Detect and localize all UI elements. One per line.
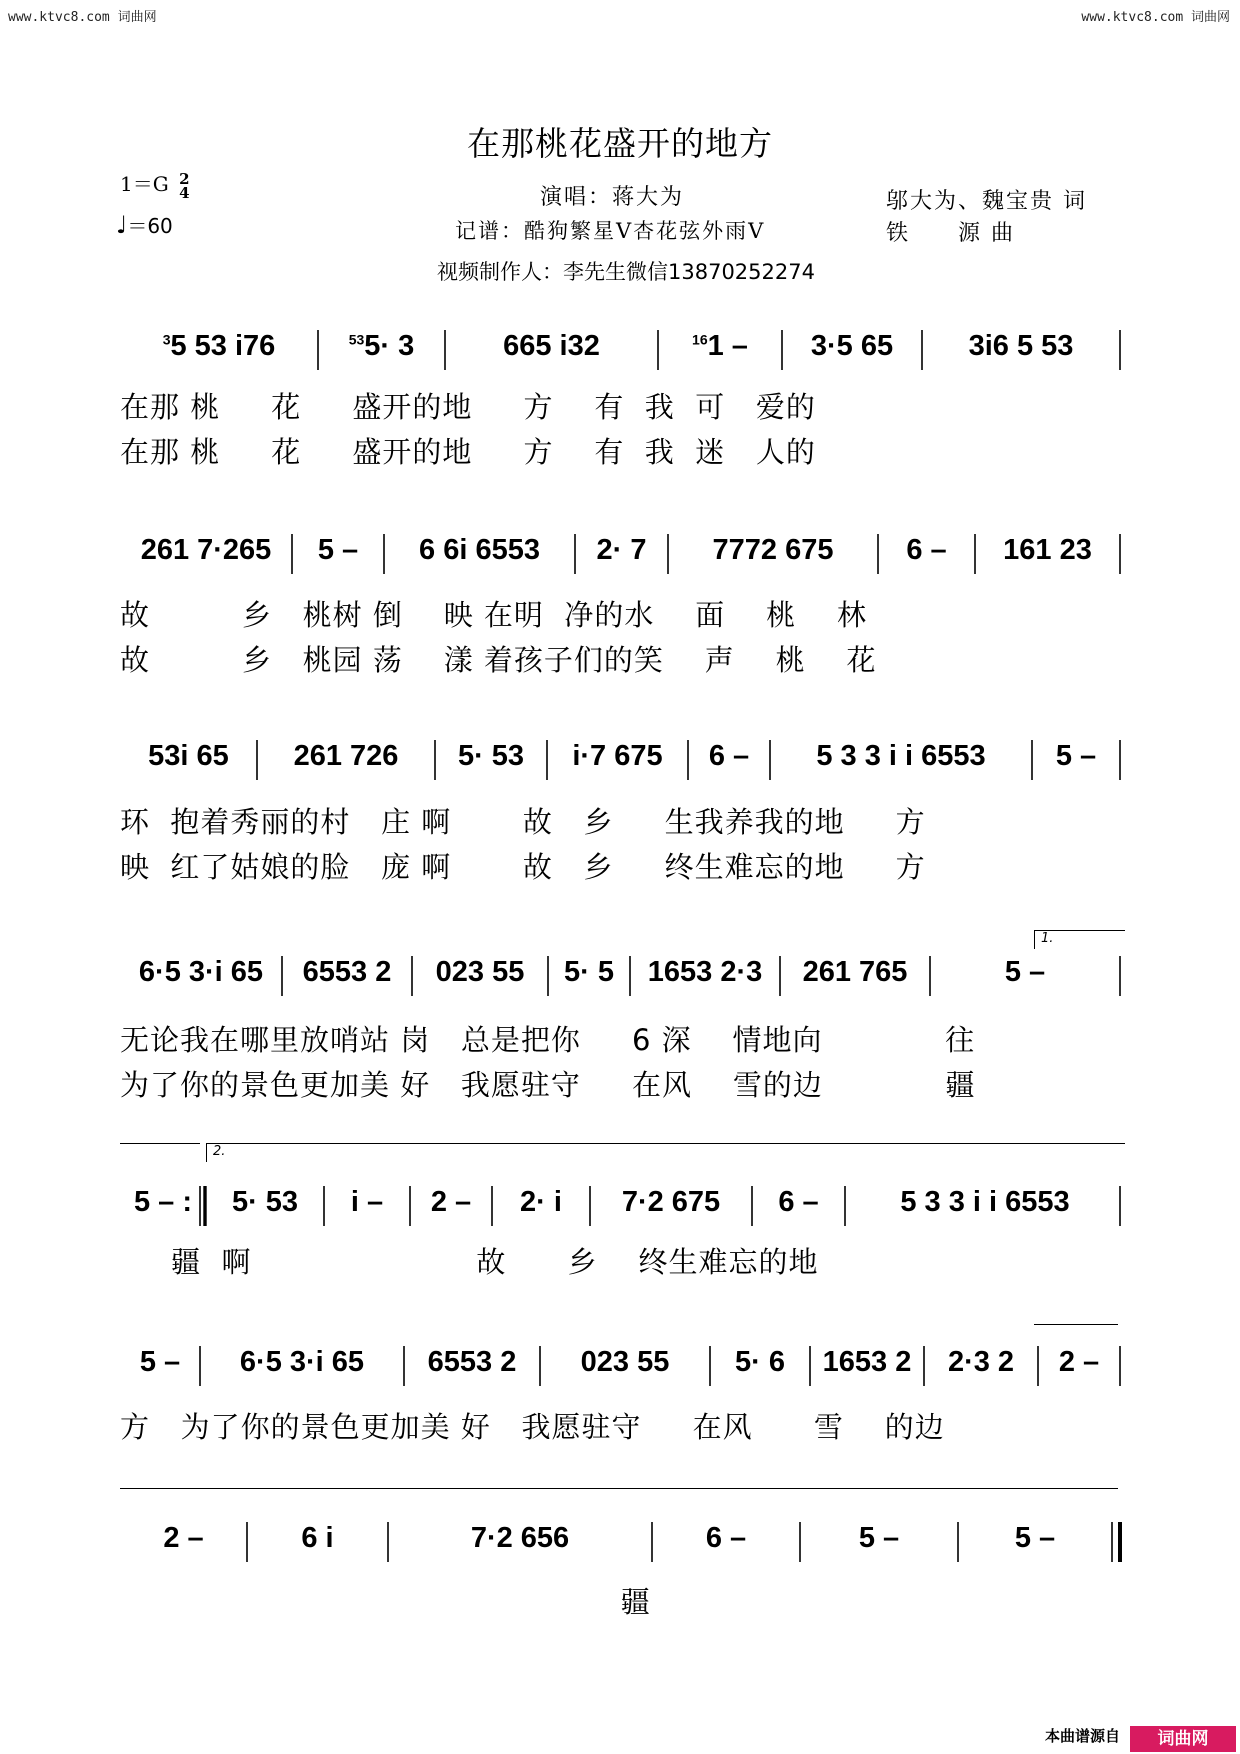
tempo-marking xyxy=(116,210,173,239)
measure xyxy=(120,1186,206,1219)
measure-notes: 5 – xyxy=(1004,956,1046,988)
row-3-lyrics-verse-1: 环 抱着秀丽的村 庄 啊 故 乡 生我养我的地 方 xyxy=(120,805,926,839)
row-4-lyrics-verse-1: 无论我在哪里放哨站 岗 总是把你 6 深 情地向 往 xyxy=(120,1023,976,1057)
measure-notes: 2· i xyxy=(520,1186,562,1218)
measure xyxy=(547,740,688,773)
lyricist: 邬大为、魏宝贵 词 xyxy=(886,189,1087,214)
measure xyxy=(590,1186,752,1219)
measure xyxy=(540,1346,710,1379)
measure xyxy=(120,330,318,363)
measure-notes: 6 – xyxy=(705,1522,747,1554)
measure-notes: 6 6i 6553 xyxy=(419,534,540,566)
measure-notes: 2 – xyxy=(163,1522,204,1554)
measure-notes: 2 – xyxy=(430,1186,472,1218)
measure xyxy=(292,534,384,567)
measure-notes: 1653 2·3 xyxy=(647,956,763,988)
key-label: 1＝G xyxy=(120,172,169,196)
measure xyxy=(120,534,292,567)
grace-note: 3 xyxy=(162,331,171,348)
measure xyxy=(800,1522,958,1555)
measure xyxy=(878,534,975,567)
measure-notes: 5 3 3 i i 6553 xyxy=(816,740,986,772)
measure xyxy=(710,1346,810,1379)
row-4-notes xyxy=(120,956,1125,989)
measure-notes: i·7 675 xyxy=(572,740,663,772)
volta-label: 2. xyxy=(213,1144,226,1159)
measure-notes: 6 i xyxy=(301,1522,334,1554)
measure-notes: 2· 7 xyxy=(596,534,647,566)
row-3-lyrics-verse-2: 映 红了姑娘的脸 庞 啊 故 乡 终生难忘的地 方 xyxy=(120,850,926,884)
measure-notes: 6 – xyxy=(778,1186,819,1218)
row-7-notes xyxy=(120,1522,1125,1555)
measure xyxy=(652,1522,800,1555)
row-1-lyrics-verse-1: 在那 桃 花 盛开的地 方 有 我 可 爱的 xyxy=(120,390,816,424)
measure-notes: 5 – xyxy=(1055,740,1097,772)
measure xyxy=(120,1346,200,1379)
time-sig-top: 2 xyxy=(179,169,190,188)
measure xyxy=(924,1346,1038,1379)
measure xyxy=(658,330,782,363)
measure xyxy=(120,1522,247,1555)
measure-notes: 023 55 xyxy=(435,956,525,988)
measure xyxy=(492,1186,590,1219)
source-label: 本曲谱源自 xyxy=(1044,1727,1120,1745)
measure xyxy=(247,1522,388,1555)
measure xyxy=(282,956,412,989)
measure-notes: 5 – xyxy=(139,1346,181,1378)
measure xyxy=(958,1522,1112,1555)
measure-notes: 6 – xyxy=(708,740,750,772)
measure-notes: 6·5 3·i 65 xyxy=(138,956,264,988)
measure-notes: 6553 2 xyxy=(427,1346,517,1378)
site-url-right[interactable]: www.ktvc8.com 词曲网 xyxy=(1081,10,1230,25)
row-4-lyrics-verse-2: 为了你的景色更加美 好 我愿驻守 在风 雪的边 疆 xyxy=(120,1068,976,1102)
row-7-lyrics-verse-1: 疆 xyxy=(120,1585,651,1619)
measure xyxy=(404,1346,540,1379)
measure-notes: 5 – xyxy=(1014,1522,1056,1554)
measure xyxy=(668,534,878,567)
measure-notes: 1 – xyxy=(707,330,748,362)
measure-notes: 53i 65 xyxy=(148,740,229,772)
row-1-lyrics-verse-2: 在那 桃 花 盛开的地 方 有 我 迷 人的 xyxy=(120,435,816,469)
measure xyxy=(975,534,1120,567)
measure-notes: 5 – xyxy=(317,534,359,566)
measure xyxy=(770,740,1032,773)
measure-notes: 5 – xyxy=(858,1522,900,1554)
measure xyxy=(388,1522,652,1555)
measure xyxy=(810,1346,924,1379)
row-6-lyrics-verse-1: 方 为了你的景色更加美 好 我愿驻守 在风 雪 的边 xyxy=(120,1410,945,1444)
measure-notes: 665 i32 xyxy=(503,330,600,362)
measure-notes: 5· 5 xyxy=(564,956,614,988)
measure-notes: 7772 675 xyxy=(712,534,834,566)
key-signature xyxy=(120,168,190,200)
measure xyxy=(922,330,1120,363)
song-title: 在那桃花盛开的地方 xyxy=(467,124,773,163)
measure xyxy=(782,330,922,363)
measure-notes: 3·5 65 xyxy=(810,330,894,362)
measure-notes: 261 765 xyxy=(802,956,908,988)
measure xyxy=(445,330,658,363)
row-2-lyrics-verse-2: 故 乡 桃园 荡 漾 着孩子们的笑 声 桃 花 xyxy=(120,643,877,677)
row-3-notes xyxy=(120,740,1125,773)
measure xyxy=(324,1186,410,1219)
slur-line xyxy=(120,1488,1118,1507)
measure xyxy=(575,534,668,567)
site-url-left[interactable]: www.ktvc8.com 词曲网 xyxy=(8,10,157,25)
performer: 演唱：蒋大为 xyxy=(540,185,685,210)
volta-continuation xyxy=(120,1143,200,1162)
measure-notes: i – xyxy=(350,1186,384,1218)
measure-notes: 1653 2 xyxy=(822,1346,912,1378)
transcriber: 记谱：酷狗繁星V杏花弦外雨V xyxy=(455,219,766,243)
row-6-notes xyxy=(120,1346,1125,1379)
volta-second-ending xyxy=(206,1143,1125,1162)
video-maker: 视频制作人：李先生微信13870252274 xyxy=(437,260,815,284)
measure xyxy=(435,740,547,773)
measure xyxy=(630,956,780,989)
measure-notes: 5 53 i76 xyxy=(170,330,276,362)
slur-line xyxy=(1034,1324,1118,1343)
measure-notes: 5· 53 xyxy=(457,740,525,772)
measure xyxy=(1032,740,1120,773)
row-1-notes xyxy=(120,330,1125,363)
time-sig-bottom: 4 xyxy=(179,183,190,202)
volta-first-ending xyxy=(1034,930,1125,949)
measure xyxy=(780,956,930,989)
measure-notes: 7·2 675 xyxy=(621,1186,721,1218)
measure-notes: 5 – : xyxy=(133,1186,193,1218)
measure-notes: 3i6 5 53 xyxy=(968,330,1074,362)
measure-notes: 261 7·265 xyxy=(140,534,272,566)
composer: 铁 源 曲 xyxy=(886,221,1015,246)
row-2-lyrics-verse-1: 故 乡 桃树 倒 映 在明 净的水 面 桃 林 xyxy=(120,598,867,632)
tempo-value: ＝60 xyxy=(127,214,173,238)
measure-notes: 6 – xyxy=(906,534,947,566)
site-logo[interactable]: 词曲网 xyxy=(1130,1726,1236,1752)
measure xyxy=(845,1186,1125,1219)
measure xyxy=(688,740,770,773)
measure-notes: 261 726 xyxy=(293,740,399,772)
measure xyxy=(200,1346,404,1379)
measure-notes: 7·2 656 xyxy=(470,1522,570,1554)
measure xyxy=(120,740,257,773)
measure-notes: 5· 6 xyxy=(735,1346,785,1378)
time-signature xyxy=(179,169,190,202)
measure-notes: 6·5 3·i 65 xyxy=(239,1346,365,1378)
measure xyxy=(410,1186,492,1219)
measure xyxy=(120,956,282,989)
measure xyxy=(257,740,435,773)
measure-notes: 161 23 xyxy=(1003,534,1092,566)
measure xyxy=(548,956,630,989)
row-5-notes xyxy=(120,1186,1125,1219)
measure xyxy=(318,330,445,363)
measure-notes: 5 3 3 i i 6553 xyxy=(900,1186,1070,1218)
measure xyxy=(930,956,1120,989)
measure xyxy=(1038,1346,1120,1379)
grace-note: 53 xyxy=(348,331,365,348)
quarter-note-icon: ♩ xyxy=(116,211,128,239)
measure xyxy=(752,1186,845,1219)
grace-note: 16 xyxy=(692,331,708,348)
measure xyxy=(412,956,548,989)
measure xyxy=(384,534,575,567)
measure xyxy=(206,1186,324,1219)
row-2-notes xyxy=(120,534,1125,567)
measure-notes: 6553 2 xyxy=(302,956,392,988)
row-5-lyrics-verse-1: 疆 啊 故 乡 终生难忘的地 xyxy=(120,1245,819,1279)
measure-notes: 5· 53 xyxy=(231,1186,299,1218)
measure-notes: 2·3 2 xyxy=(947,1346,1015,1378)
volta-label: 1. xyxy=(1041,931,1054,946)
measure-notes: 023 55 xyxy=(580,1346,670,1378)
measure-notes: 2 – xyxy=(1058,1346,1100,1378)
measure-notes: 5· 3 xyxy=(364,330,415,362)
